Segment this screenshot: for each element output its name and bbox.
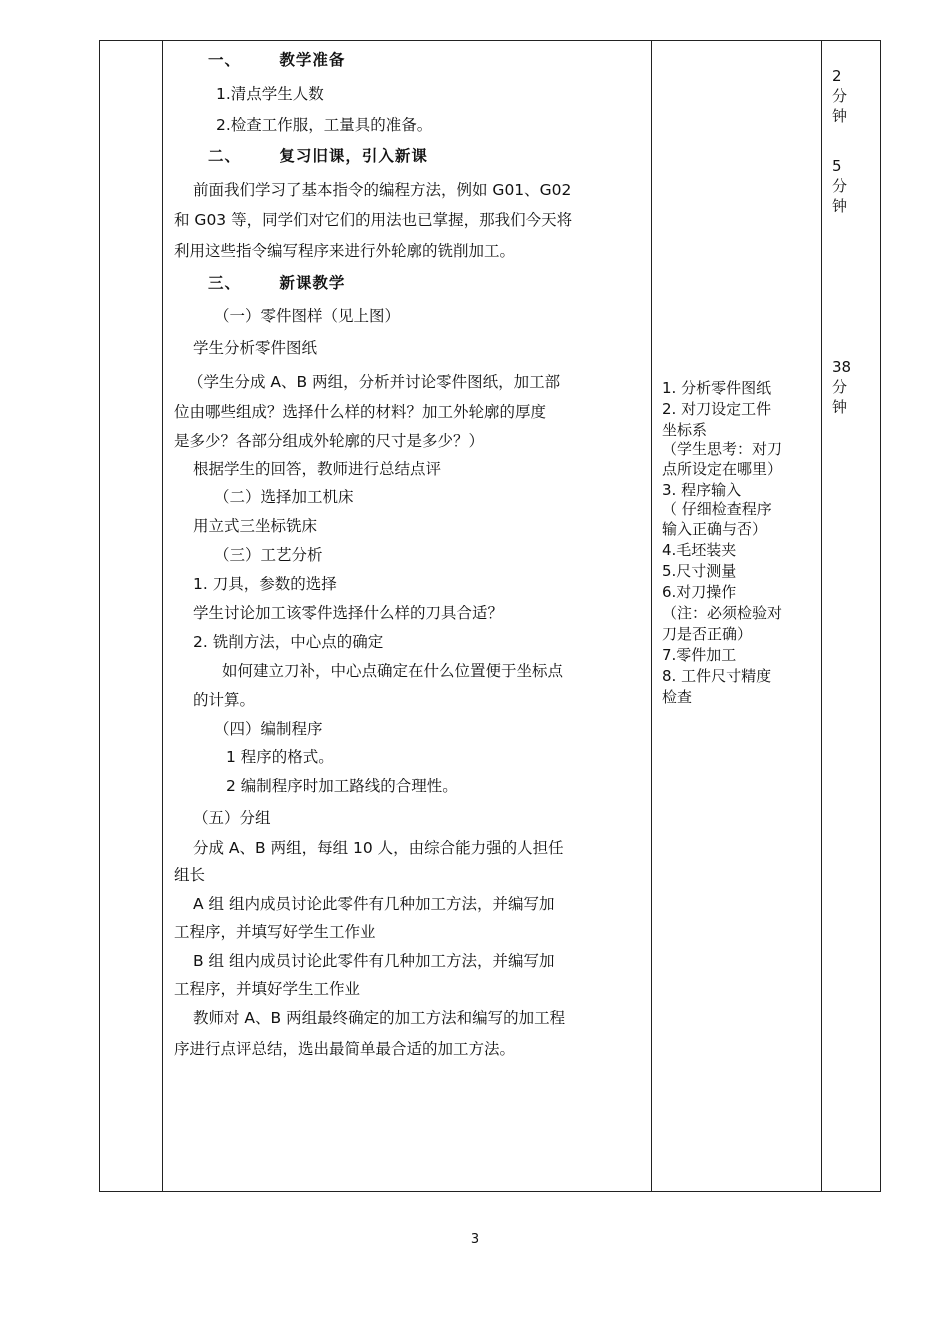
content-line: 根据学生的回答，教师进行总结点评 bbox=[193, 460, 442, 478]
content-line: 分成 A、B 两组，每组 10 人，由综合能力强的人担任 bbox=[193, 839, 564, 857]
time-label: 2 分 钟 bbox=[832, 67, 848, 125]
activity-line: 检查 bbox=[662, 688, 693, 706]
content-line: 2 编制程序时加工路线的合理性。 bbox=[226, 777, 458, 795]
content-line: 2. 铣削方法，中心点的确定 bbox=[193, 633, 384, 651]
content-line: 1.清点学生人数 bbox=[216, 85, 324, 103]
content-line: （三）工艺分析 bbox=[214, 546, 323, 564]
content-line: 前面我们学习了基本指令的编程方法，例如 G01、G02 bbox=[193, 181, 572, 199]
content-line: 组长 bbox=[174, 866, 206, 884]
activity-line: 3. 程序输入 bbox=[662, 481, 742, 499]
content-line: 2.检查工作服，工量具的准备。 bbox=[216, 116, 433, 134]
content-line: 序进行点评总结，选出最简单最合适的加工方法。 bbox=[174, 1040, 516, 1058]
content-line: 和 G03 等，同学们对它们的用法也已掌握，那我们今天将 bbox=[174, 211, 573, 229]
content-line: 用立式三坐标铣床 bbox=[193, 517, 318, 535]
activity-line: 输入正确与否） bbox=[662, 520, 768, 538]
section-heading: 二、 复习旧课，引入新课 bbox=[208, 147, 428, 165]
content-line: 位由哪些组成？选择什么样的材料？加工外轮廓的厚度 bbox=[174, 403, 547, 421]
page-number: 3 bbox=[470, 1232, 480, 1247]
content-line: 工程序，并填好学生工作业 bbox=[174, 980, 361, 998]
activity-line: （ 仔细检查程序 bbox=[662, 500, 772, 518]
content-line: A 组 组内成员讨论此零件有几种加工方法，并编写加 bbox=[193, 895, 555, 913]
activity-line: 刀是否正确） bbox=[662, 625, 753, 643]
activity-line: （学生思考：对刀 bbox=[662, 440, 783, 458]
activity-line: 4.毛坯装夹 bbox=[662, 541, 737, 559]
content-line: 的计算。 bbox=[193, 691, 256, 709]
activity-line: 1. 分析零件图纸 bbox=[662, 379, 772, 397]
content-line: 如何建立刀补，中心点确定在什么位置便于坐标点 bbox=[222, 662, 564, 680]
activity-line: 7.零件加工 bbox=[662, 646, 737, 664]
activity-line: 2. 对刀设定工件 bbox=[662, 400, 772, 418]
content-line: B 组 组内成员讨论此零件有几种加工方法，并编写加 bbox=[193, 952, 555, 970]
time-label: 38 分 钟 bbox=[832, 358, 852, 416]
content-line: 学生分析零件图纸 bbox=[193, 339, 318, 357]
activity-line: 8. 工件尺寸精度 bbox=[662, 667, 772, 685]
column-divider bbox=[162, 40, 163, 1192]
content-line: 教师对 A、B 两组最终确定的加工方法和编写的加工程 bbox=[193, 1009, 566, 1027]
content-line: 是多少？各部分组成外轮廓的尺寸是多少？） bbox=[174, 432, 485, 450]
activity-line: 点所设定在哪里） bbox=[662, 460, 783, 478]
content-line: 1. 刀具，参数的选择 bbox=[193, 575, 337, 593]
content-line: （五）分组 bbox=[193, 809, 271, 827]
content-line: （二）选择加工机床 bbox=[214, 488, 354, 506]
column-divider bbox=[651, 40, 652, 1192]
time-label: 5 分 钟 bbox=[832, 157, 848, 215]
activity-line: 坐标系 bbox=[662, 421, 708, 439]
content-line: （一）零件图样（见上图） bbox=[214, 307, 401, 325]
content-line: 利用这些指令编写程序来进行外轮廓的铣削加工。 bbox=[174, 242, 516, 260]
section-heading: 三、 新课教学 bbox=[208, 274, 346, 292]
content-line: 1 程序的格式。 bbox=[226, 748, 334, 766]
activity-line: （注：必须检验对 bbox=[662, 604, 783, 622]
activity-line: 5.尺寸测量 bbox=[662, 562, 737, 580]
column-divider bbox=[821, 40, 822, 1192]
content-line: （学生分成 A、B 两组，分析并讨论零件图纸，加工部 bbox=[188, 373, 561, 391]
content-line: 学生讨论加工该零件选择什么样的刀具合适？ bbox=[193, 604, 504, 622]
content-line: 工程序，并填写好学生工作业 bbox=[174, 923, 376, 941]
activity-line: 6.对刀操作 bbox=[662, 583, 737, 601]
content-line: （四）编制程序 bbox=[214, 720, 323, 738]
section-heading: 一、 教学准备 bbox=[208, 51, 346, 69]
